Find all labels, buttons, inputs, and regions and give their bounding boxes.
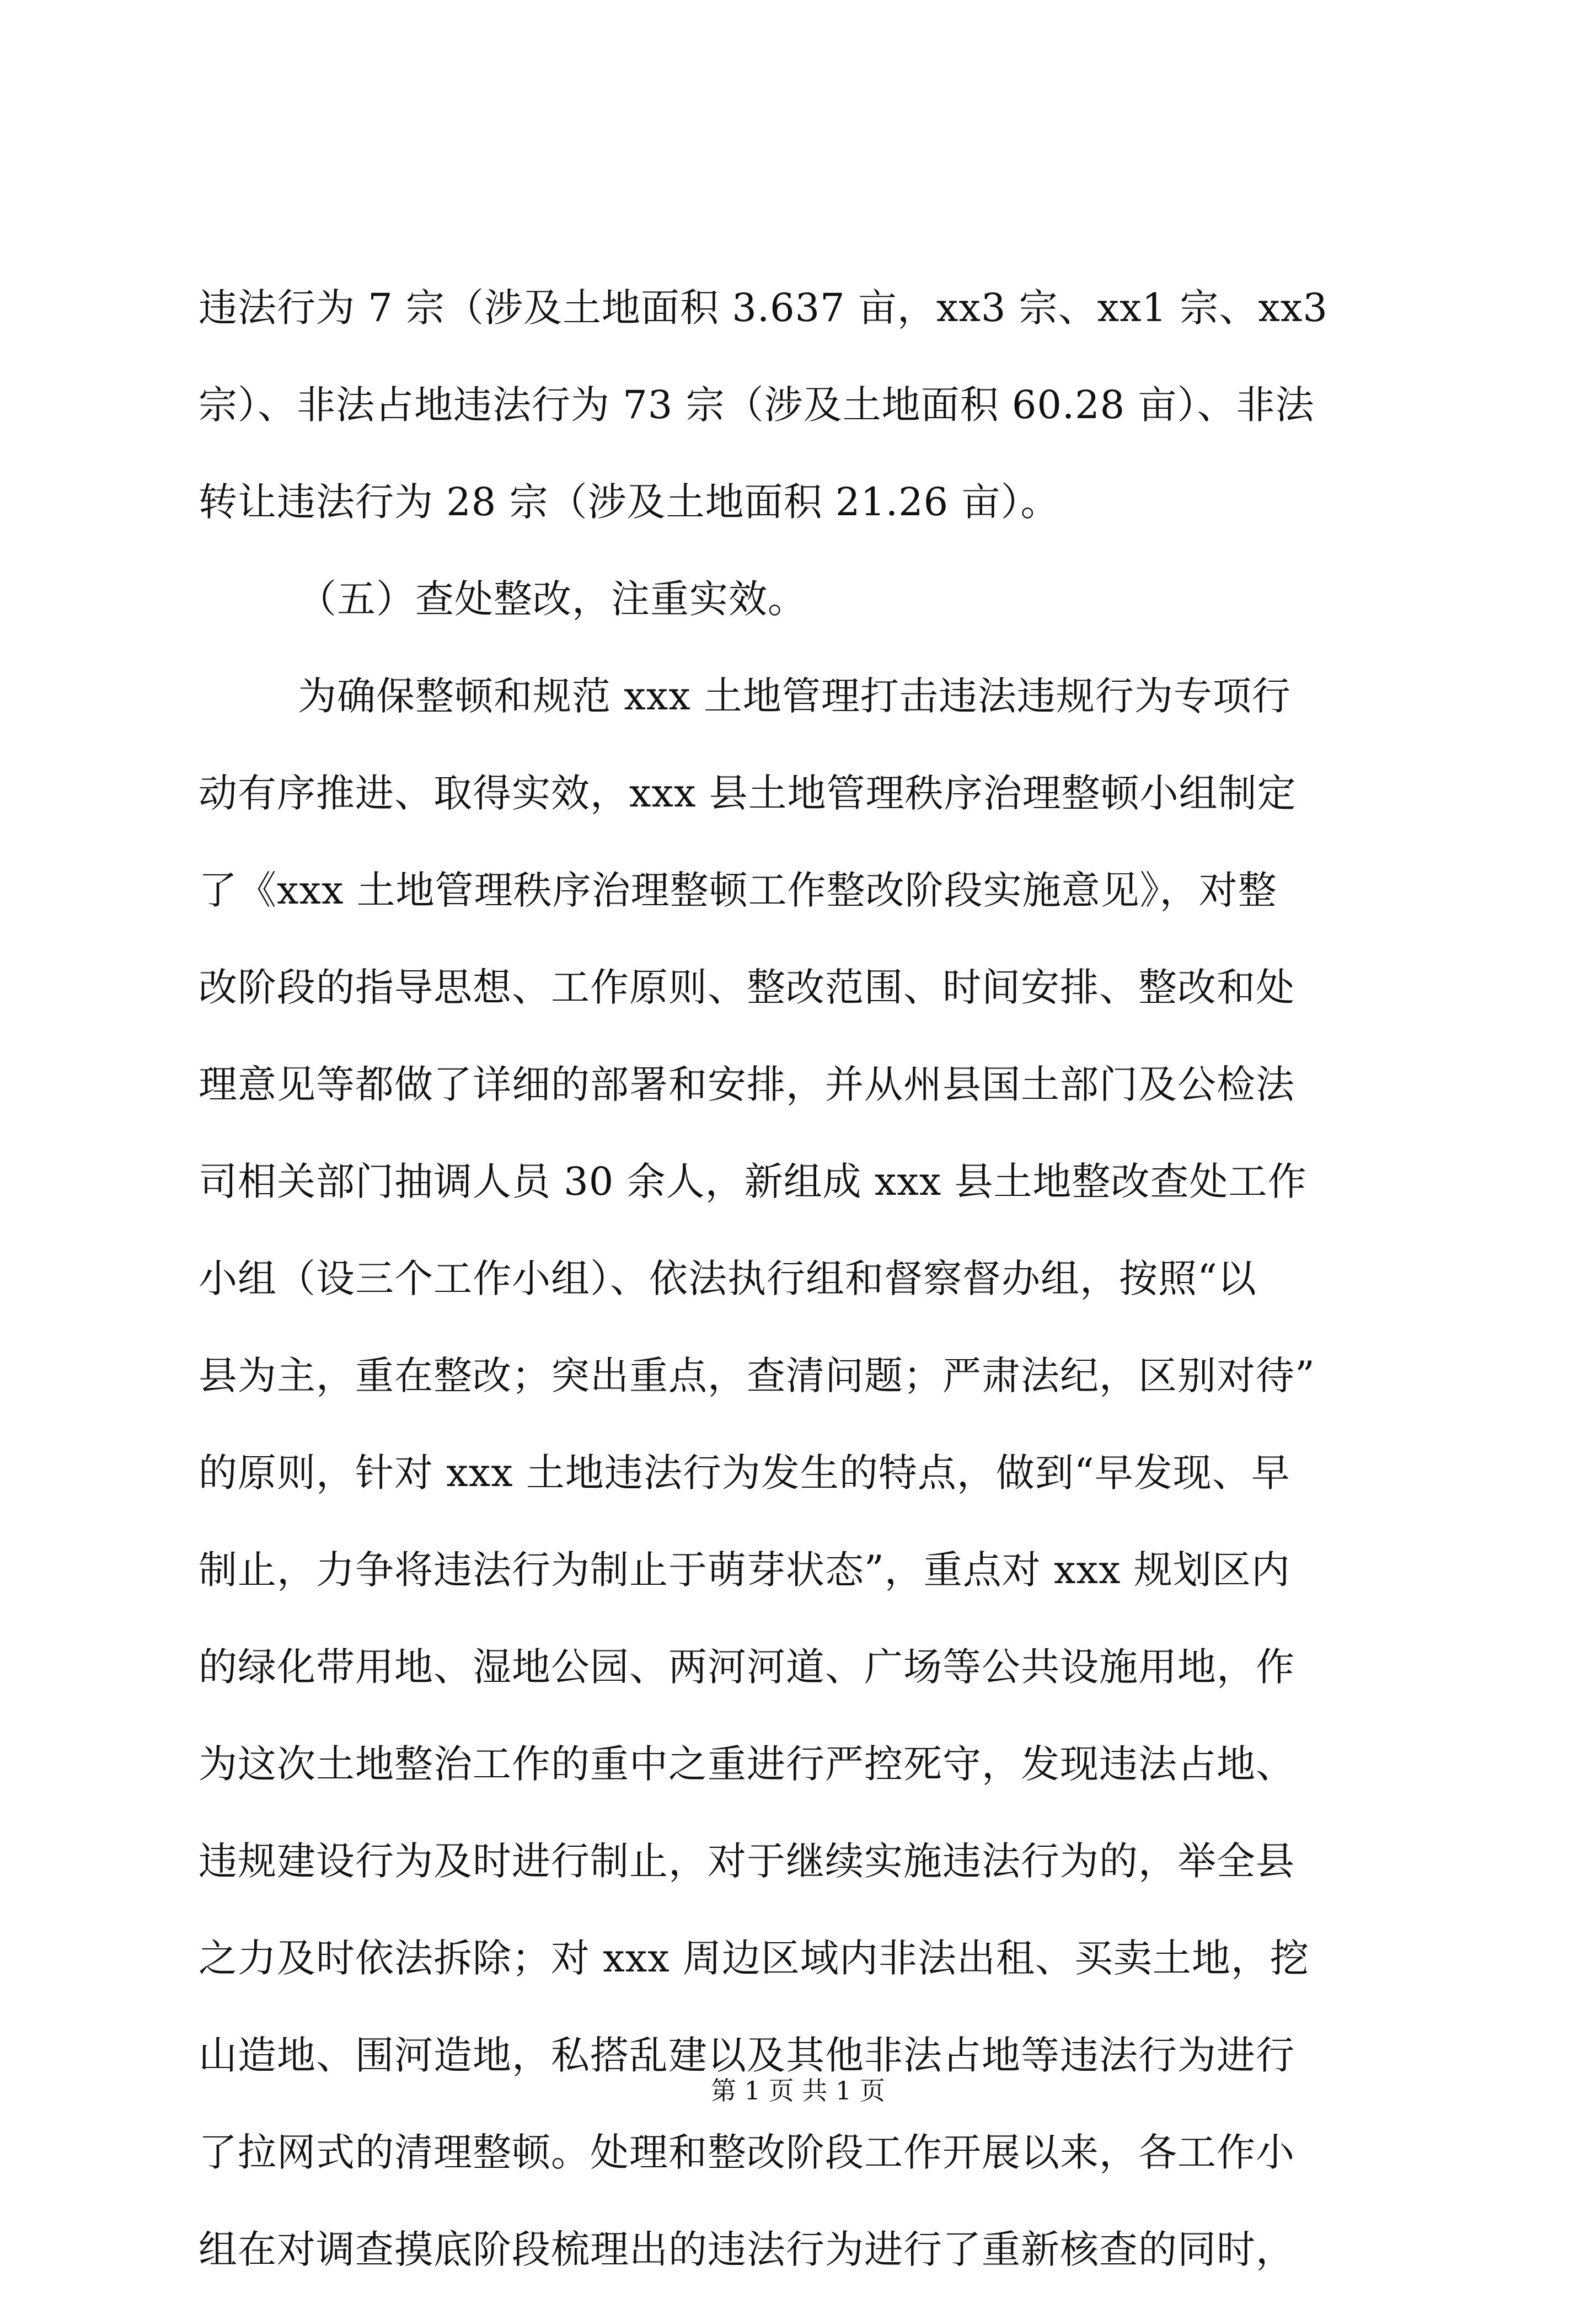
text-line: 违法行为 7 宗（涉及土地面积 3.637 亩，xx3 宗、xx1 宗、xx3 [199,285,1328,330]
text-line: 宗）、非法占地违法行为 73 宗（涉及土地面积 60.28 亩）、非法 [199,382,1315,427]
page-footer: 第 1 页 共 1 页 [711,2076,885,2105]
text-line: 改阶段的指导思想、工作原则、整改范围、时间安排、整改和处 [199,965,1295,1010]
document-body [199,259,1412,2298]
text-line: 了《xxx 土地管理秩序治理整顿工作整改阶段实施意见》，对整 [199,868,1277,913]
text-line: 的绿化带用地、湿地公园、两河河道、广场等公共设施用地，作 [199,1644,1295,1690]
text-line: 县为主，重在整改；突出重点，查清问题；严肃法纪，区别对待” [199,1353,1315,1398]
text-line: 组在对调查摸底阶段梳理出的违法行为进行了重新核查的同时， [199,2227,1295,2272]
text-line: 转让违法行为 28 宗（涉及土地面积 21.26 亩）。 [199,479,1060,525]
text-line: 山造地、围河造地，私搭乱建以及其他非法占地等违法行为进行 [199,2033,1295,2078]
text-line: 了拉网式的清理整顿。处理和整改阶段工作开展以来，各工作小 [199,2130,1295,2175]
text-line: 小组（设三个工作小组）、依法执行组和督察督办组，按照“以 [199,1256,1257,1301]
text-line: 为这次土地整治工作的重中之重进行严控死守，发现违法占地、 [199,1741,1295,1787]
section-heading: （五）查处整改，注重实效。 [298,576,807,622]
text-line: 之力及时依法拆除；对 xxx 周边区域内非法出租、买卖土地，挖 [199,1936,1309,1981]
text-line: 动有序推进、取得实效，xxx 县土地管理秩序治理整顿小组制定 [199,771,1297,816]
text-line: 违规建设行为及时进行制止，对于继续实施违法行为的，举全县 [199,1839,1295,1884]
paragraph-first-line: 为确保整顿和规范 xxx 土地管理打击违法违规行为专项行 [298,674,1291,719]
text-line: 的原则，针对 xxx 土地违法行为发生的特点，做到“早发现、早 [199,1450,1290,1495]
text-line: 司相关部门抽调人员 30 余人，新组成 xxx 县土地整改查处工作 [199,1159,1307,1204]
text-line: 制止，力争将违法行为制止于萌芽状态”，重点对 xxx 规划区内 [199,1547,1290,1592]
text-line: 理意见等都做了详细的部署和安排，并从州县国土部门及公检法 [199,1062,1295,1107]
